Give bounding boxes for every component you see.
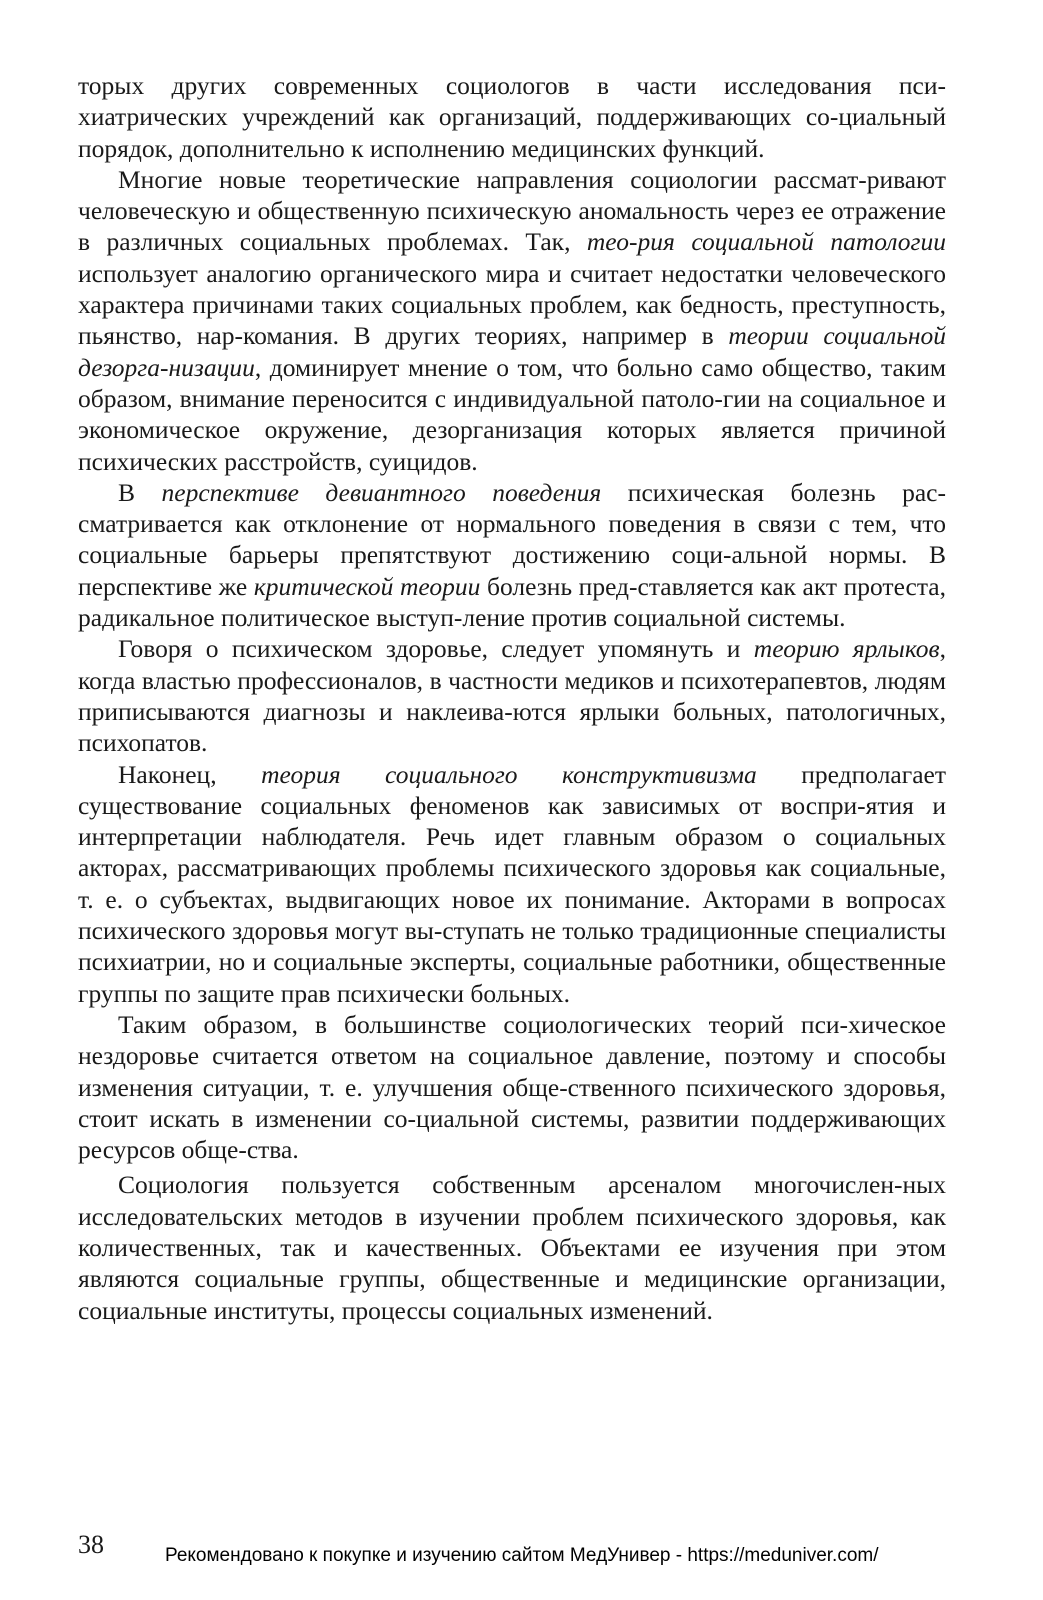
text-run: Наконец, [118,759,262,789]
text-run: торых других современных социологов в части исследования пси-хиатрических учреждений как организаций, поддерживающих со-циальный порядок, дополнительно к исполнению медицинских функций. [78,71,946,163]
italic-term: критической теории [253,571,481,601]
text-run: Социология пользуется собственным арсеналом многочислен-ных исследовательских методов в изучении проблем психического здоровья, как количественных, так и качественных. Объектами ее изучения при этом являются социальные группы, общественные и медицинские организации, социальные институты, процессы социальных изменений. [78,1170,946,1325]
page-body [78,70,946,1326]
text-run: Таким образом, в большинстве социологических теорий пси-хическое нездоровье считается ответом на социальное давление, поэтому и способы изменения ситуации, т. е. улучшения обще-ственного психического здоровья, стоит искать в изменении со-циальной системы, развитии поддерживающих ресурсов обще-ства. [78,1009,946,1165]
page-number: 38 [78,1530,104,1559]
paragraph [78,477,946,633]
paragraph [78,1169,946,1325]
italic-term: теорию ярлыков [753,634,940,664]
italic-term: теория социального конструктивизма [261,759,757,789]
italic-term: теории социальной дезорга-низации [78,321,946,382]
text-run: В [118,477,162,507]
text-run: предполагает существование социальных феноменов как зависимых от воспри-ятия и интерпретации наблюдателя. Речь идет главным образом о социальных акторах, рассматривающих проблемы психического здоровья как социальные, т. е. о субъектах, выдвигающих новое их понимание. Акторами в вопросах психического здоровья могут вы-ступать не только традиционные специалисты психиатрии, но и социальные эксперты, социальные работники, общественные группы по защите прав психически больных. [78,759,946,1008]
text-run: Говоря о психическом здоровье, следует упомянуть и [118,634,754,664]
text-run: психическая болезнь рас-сматривается как отклонение от нормального поведения в связи с тем, что социальные барьеры препятствуют достижению соци-альной нормы. В перспективе же [78,477,946,601]
text-run: болезнь пред-ставляется как акт протеста, радикальное политическое выступ-ление против социальной системы. [78,571,946,633]
paragraph [78,164,946,477]
paragraph [78,1009,946,1165]
paragraph [78,633,946,758]
text-run: Многие новые теоретические направления социологии рассмат-ривают человеческую и общественную психическую аномальность через ее отражение в различных социальных проблемах. Так, [78,164,946,257]
footer-recommendation: Рекомендовано к покупке и изучению сайтом МедУнивер - https://meduniver.com/ [165,1545,879,1566]
text-run: использует аналогию органического мира и считает недостатки человеческого характера причинами таких социальных проблем, как бедность, преступность, пьянство, нар-комания. В других теориях, например в [78,258,946,351]
text-run: , когда властью профессионалов, в частности медиков и психотерапевтов, людям приписываются диагнозы и наклеива-ются ярлыки больных, патологичных, психопатов. [78,634,946,758]
text-run: , доминирует мнение о том, что больно само общество, таким образом, внимание переносится с индивидуальной патоло-гии на социальное и экономическое окружение, дезорганизация которых является причиной психических расстройств, суицидов. [78,352,946,476]
italic-term: тео-рия социальной патологии [586,227,946,257]
paragraph [78,70,946,164]
italic-term: перспективе девиантного поведения [161,477,602,507]
paragraph [78,759,946,1009]
